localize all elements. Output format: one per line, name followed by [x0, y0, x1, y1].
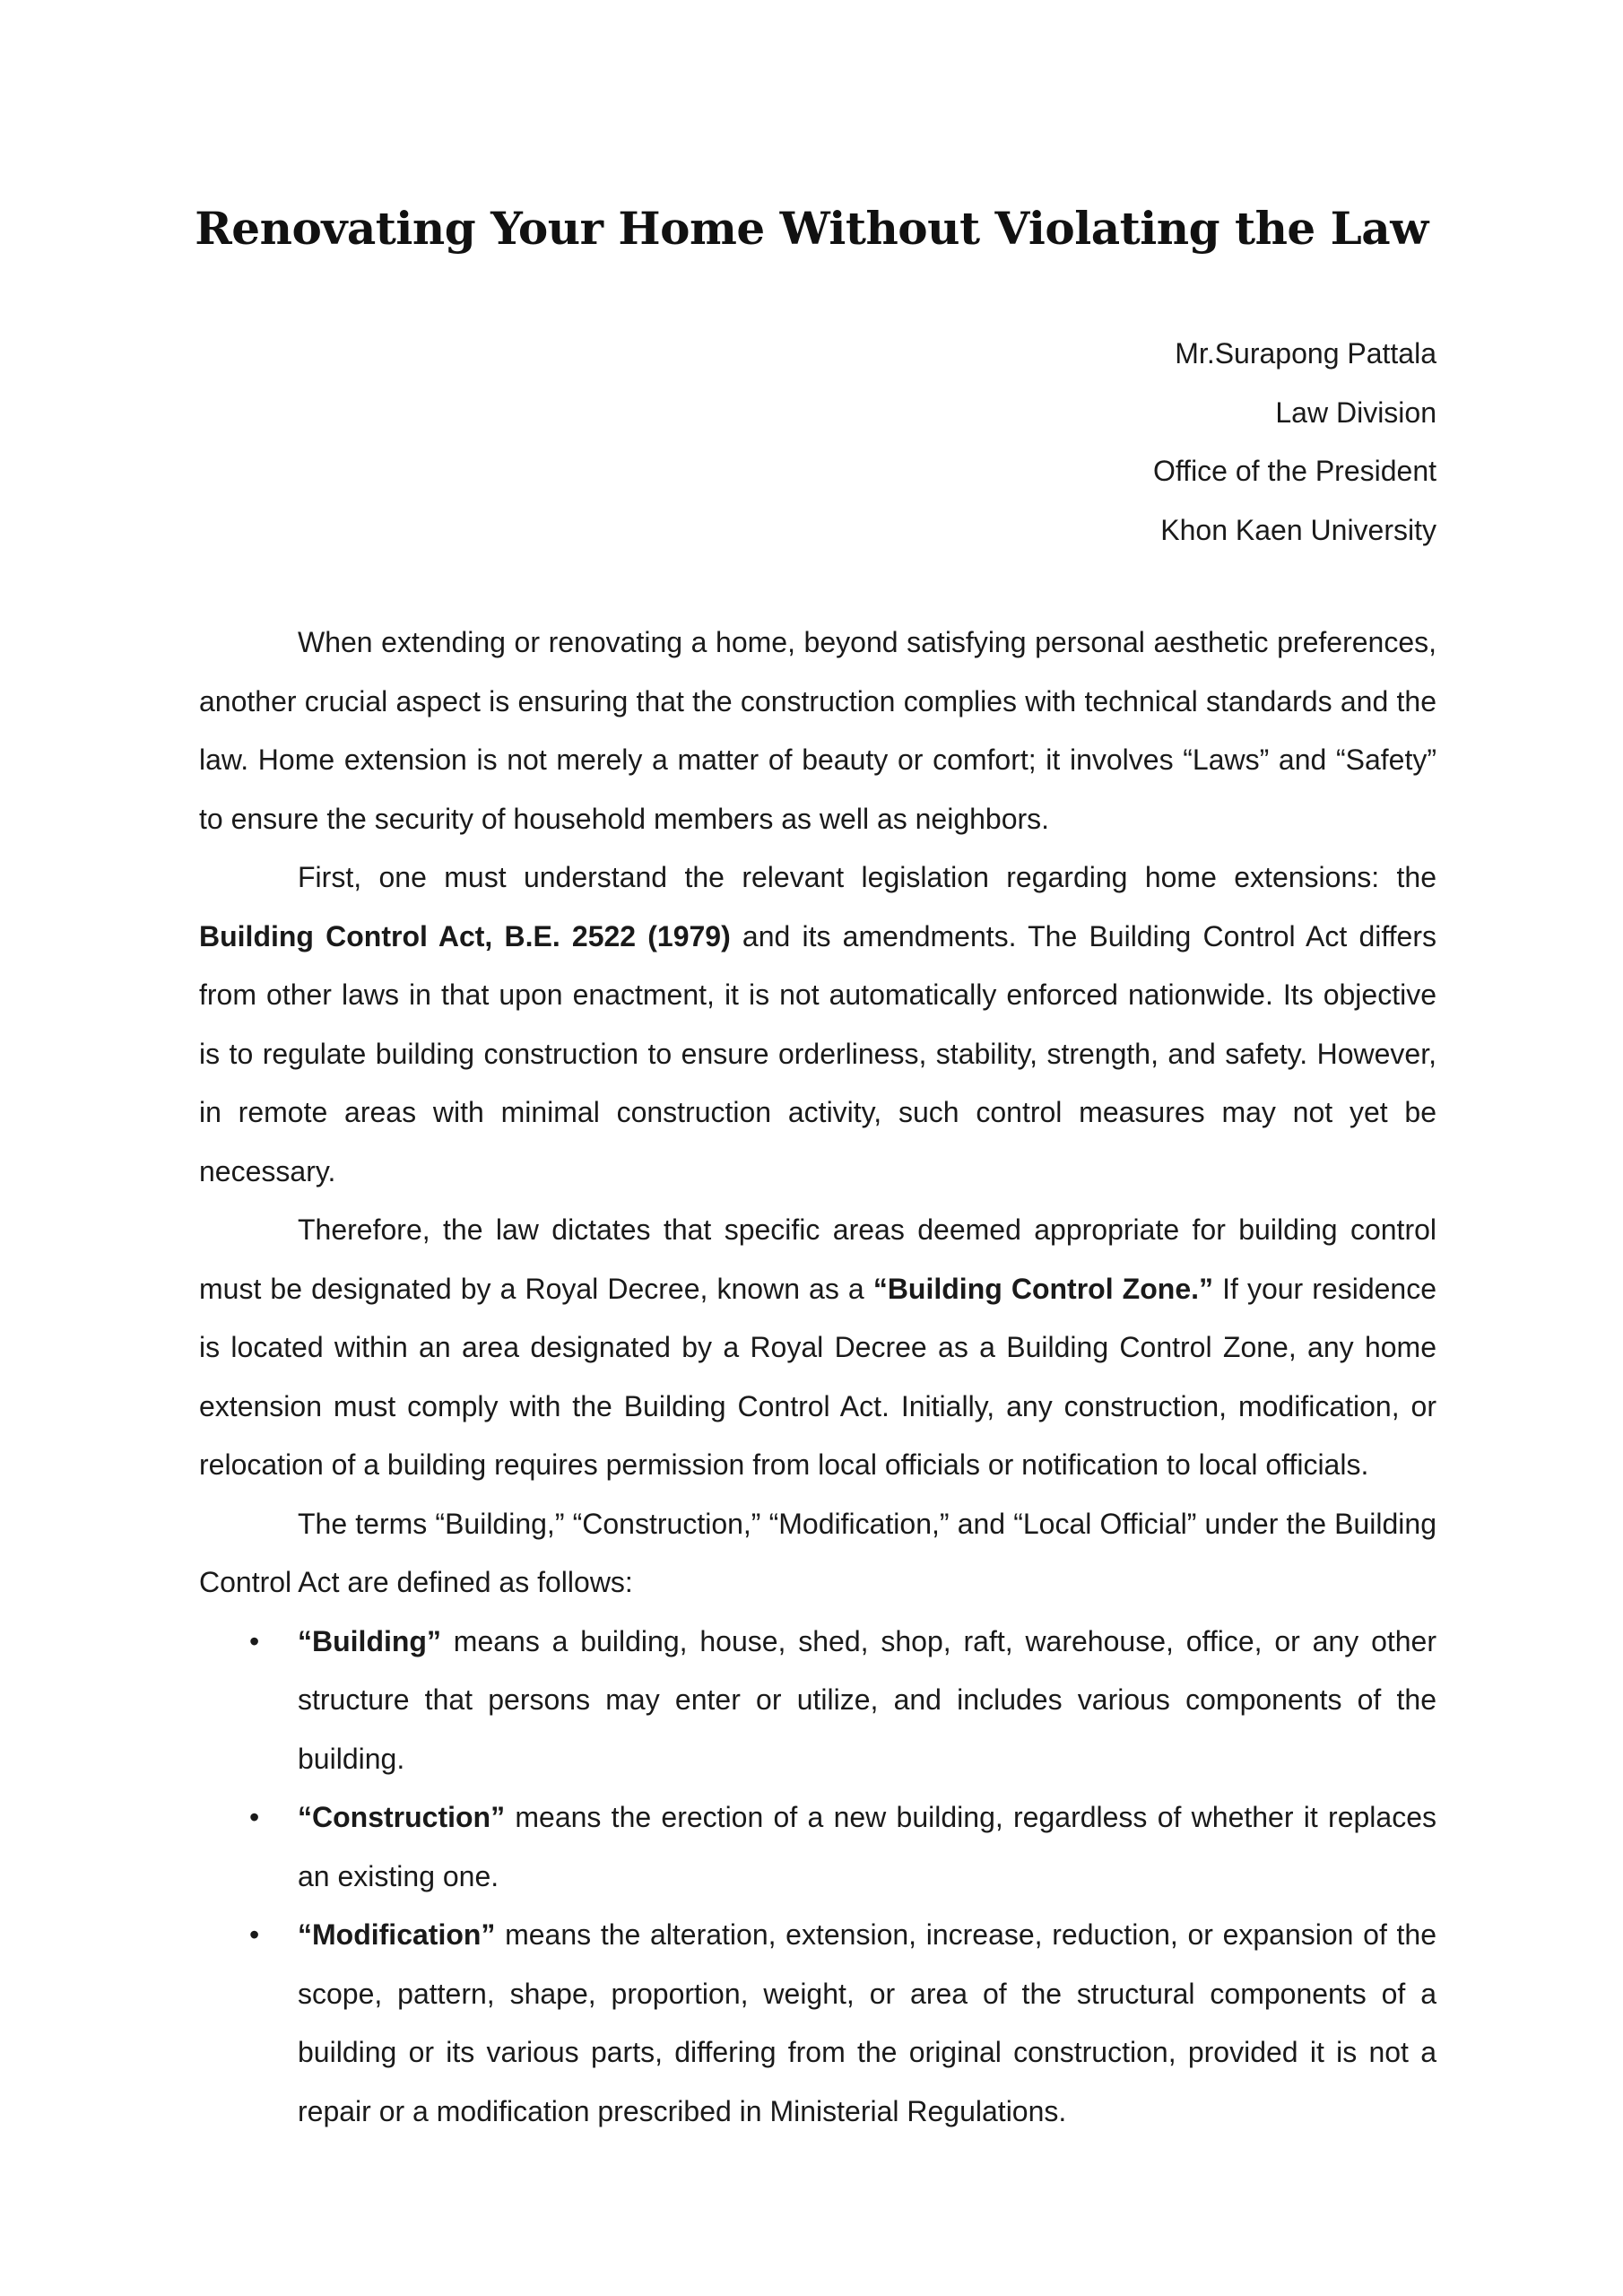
author-office: Office of the President	[1152, 455, 1436, 487]
paragraph-legislation	[199, 848, 1436, 1201]
author-name: Mr.Surapong Pattala	[1175, 337, 1436, 370]
paragraph-control-zone	[199, 1201, 1436, 1495]
building-control-act-reference: Building Control Act, B.E. 2522 (1979)	[199, 919, 731, 952]
definitions-list	[199, 1613, 1436, 2142]
author-block	[1153, 325, 1436, 560]
definition-text: means a building, house, shed, shop, raft, warehouse, office, or any other structure that persons may enter or utilize, and includes various components of the building.	[298, 1624, 1436, 1775]
bullet-icon: •	[249, 1801, 260, 1833]
definition-term: “Building”	[298, 1624, 441, 1657]
author-division: Law Division	[1275, 396, 1436, 429]
definition-text: means the alteration, extension, increase, reduction, or expansion of the scope, pattern, shape, proportion, weight, or area of the structural components of a building or its various parts, differing from the original construction, provided it is not a repair or a modification prescribed in Ministerial Regulations.	[298, 1918, 1436, 2127]
definition-text: means the erection of a new building, regardless of whether it replaces an existing one.	[298, 1801, 1436, 1892]
document-title: Renovating Your Home Without Violating the Law	[195, 202, 1428, 255]
paragraph-legislation-post: and its amendments. The Building Control Act differs from other laws in that upon enactment, it is not automatically enforced nationwide. Its objective is to regulate building construction to ensure orderliness, stability, strength, and safety. However, in remote areas with minimal construction activity, such control measures may not yet be necessary.	[199, 919, 1437, 1187]
paragraph-terms-intro: The terms “Building,” “Construction,” “Modification,” and “Local Official” under the Building Control Act are defined as follows:	[199, 1507, 1436, 1598]
paragraph-legislation-pre: First, one must understand the relevant legislation regarding home extensions: the	[298, 861, 1436, 893]
article-body	[199, 613, 1436, 2141]
paragraph-control-zone-pre: Therefore, the law dictates that specific areas deemed appropriate for building control must be designated by a Royal Decree, known as a	[199, 1213, 1436, 1305]
bullet-icon: •	[249, 1918, 260, 1951]
definition-term: “Modification”	[298, 1918, 496, 1951]
definition-term: “Construction”	[298, 1801, 506, 1833]
author-university: Khon Kaen University	[1160, 513, 1436, 546]
paragraph-control-zone-post: If your residence is located within an area designated by a Royal Decree as a Building Control Zone, any home extension must comply with the Building Control Act. Initially, any construction, modification, or relocation of a building requires permission from local officials or notification to local officials.	[199, 1272, 1437, 1481]
paragraph-intro: When extending or renovating a home, beyond satisfying personal aesthetic preferences, another crucial aspect is ensuring that the construction complies with technical standards and the law. Home extension is not merely a matter of beauty or comfort; it involves “Laws” and “Safety” to ensure the security of household members as well as neighbors.	[199, 626, 1436, 835]
definition-item-modification	[199, 1906, 1436, 2141]
bullet-icon: •	[249, 1624, 260, 1657]
building-control-zone-term: “Building Control Zone.”	[872, 1272, 1214, 1305]
definition-item-building	[199, 1613, 1436, 1789]
definition-item-construction	[199, 1788, 1436, 1906]
